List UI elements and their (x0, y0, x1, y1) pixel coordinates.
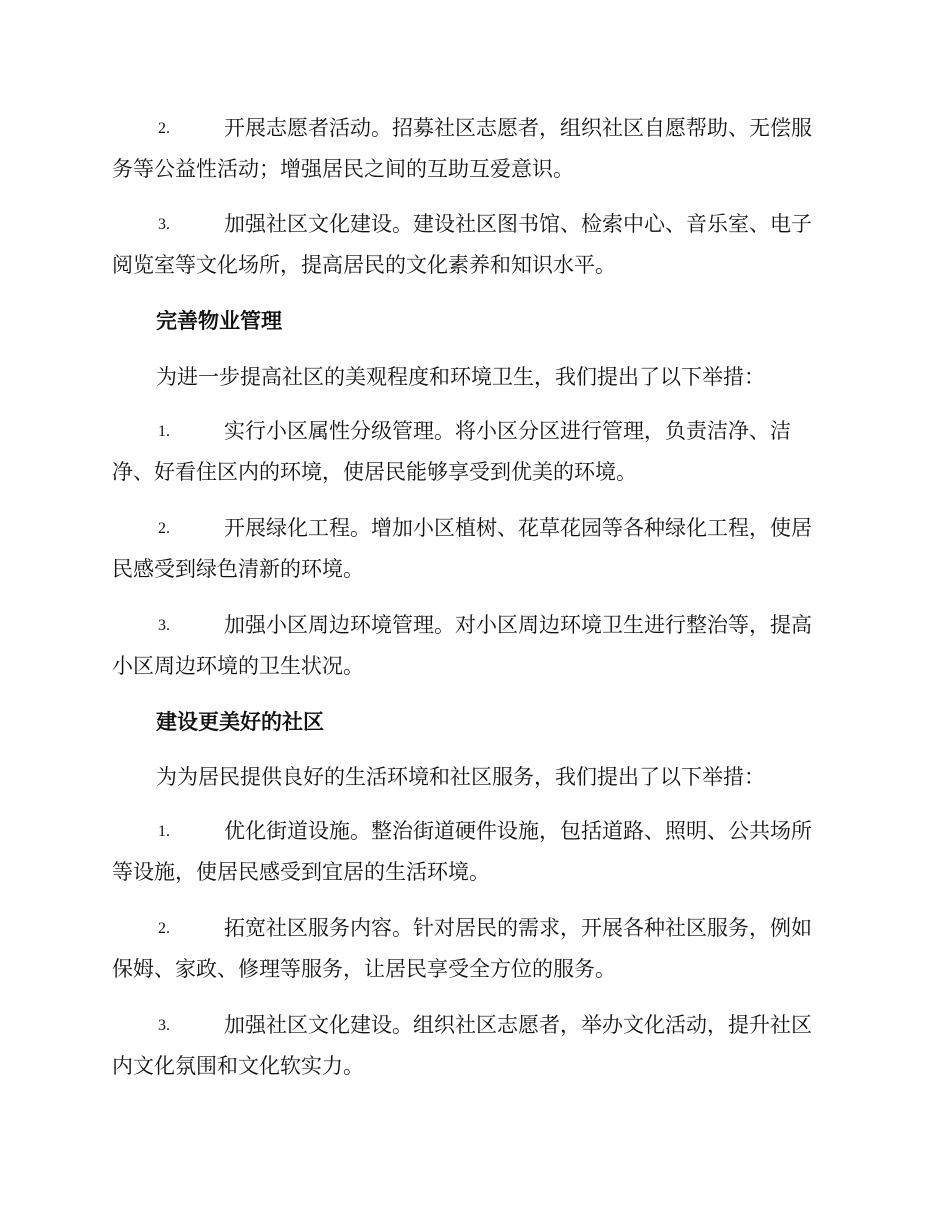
list-item (112, 605, 836, 687)
list-item-text-line1: 开展绿化工程。增加小区植树、花草花园等各种绿化工程，使居 (224, 516, 812, 540)
list-item-text-line1: 优化街道设施。整治街道硬件设施，包括道路、照明、公共场所 (224, 819, 812, 843)
list-item (112, 508, 836, 590)
list-item (112, 108, 836, 190)
list-number: 3. (158, 617, 170, 634)
list-item-text-line2: 保姆、家政、修理等服务，让居民享受全方位的服务。 (112, 957, 616, 981)
list-item-text-line1: 加强社区文化建设。组织社区志愿者，举办文化活动，提升社区 (224, 1013, 812, 1037)
section-intro: 为为居民提供良好的生活环境和社区服务，我们提出了以下举措： (156, 765, 765, 789)
list-item-text-line1: 加强社区文化建设。建设社区图书馆、检索中心、音乐室、电子 (224, 212, 812, 236)
section-heading: 建设更美好的社区 (156, 710, 324, 734)
list-item (112, 811, 836, 893)
list-item-text-line2: 净、好看住区内的环境，使居民能够享受到优美的环境。 (112, 460, 637, 484)
list-number: 2. (158, 920, 170, 937)
list-item-text-line1: 实行小区属性分级管理。将小区分区进行管理，负责洁净、洁 (224, 419, 791, 443)
list-item-text-line2: 等设施，使居民感受到宜居的生活环境。 (112, 860, 490, 884)
list-number: 1. (158, 423, 170, 440)
list-item-text-line1: 开展志愿者活动。招募社区志愿者，组织社区自愿帮助、无偿服 (224, 116, 812, 140)
list-item (112, 411, 836, 493)
list-item-text-line2: 务等公益性活动；增强居民之间的互助互爱意识。 (112, 157, 574, 181)
list-number: 1. (158, 823, 170, 840)
list-number: 2. (158, 520, 170, 537)
list-item-text-line1: 拓宽社区服务内容。针对居民的需求，开展各种社区服务，例如 (224, 916, 812, 940)
list-number: 3. (158, 216, 170, 233)
list-item (112, 1005, 836, 1087)
list-number: 3. (158, 1017, 170, 1034)
list-item-text-line2: 阅览室等文化场所，提高居民的文化素养和知识水平。 (112, 253, 616, 277)
section-heading: 完善物业管理 (156, 309, 282, 333)
list-item (112, 908, 836, 990)
list-number: 2. (158, 120, 170, 137)
section-intro: 为进一步提高社区的美观程度和环境卫生，我们提出了以下举措： (156, 365, 765, 389)
list-item (112, 204, 836, 286)
list-item-text-line1: 加强小区周边环境管理。对小区周边环境卫生进行整治等，提高 (224, 613, 812, 637)
list-item-text-line2: 小区周边环境的卫生状况。 (112, 654, 364, 678)
list-item-text-line2: 内文化氛围和文化软实力。 (112, 1054, 364, 1078)
list-item-text-line2: 民感受到绿色清新的环境。 (112, 557, 364, 581)
